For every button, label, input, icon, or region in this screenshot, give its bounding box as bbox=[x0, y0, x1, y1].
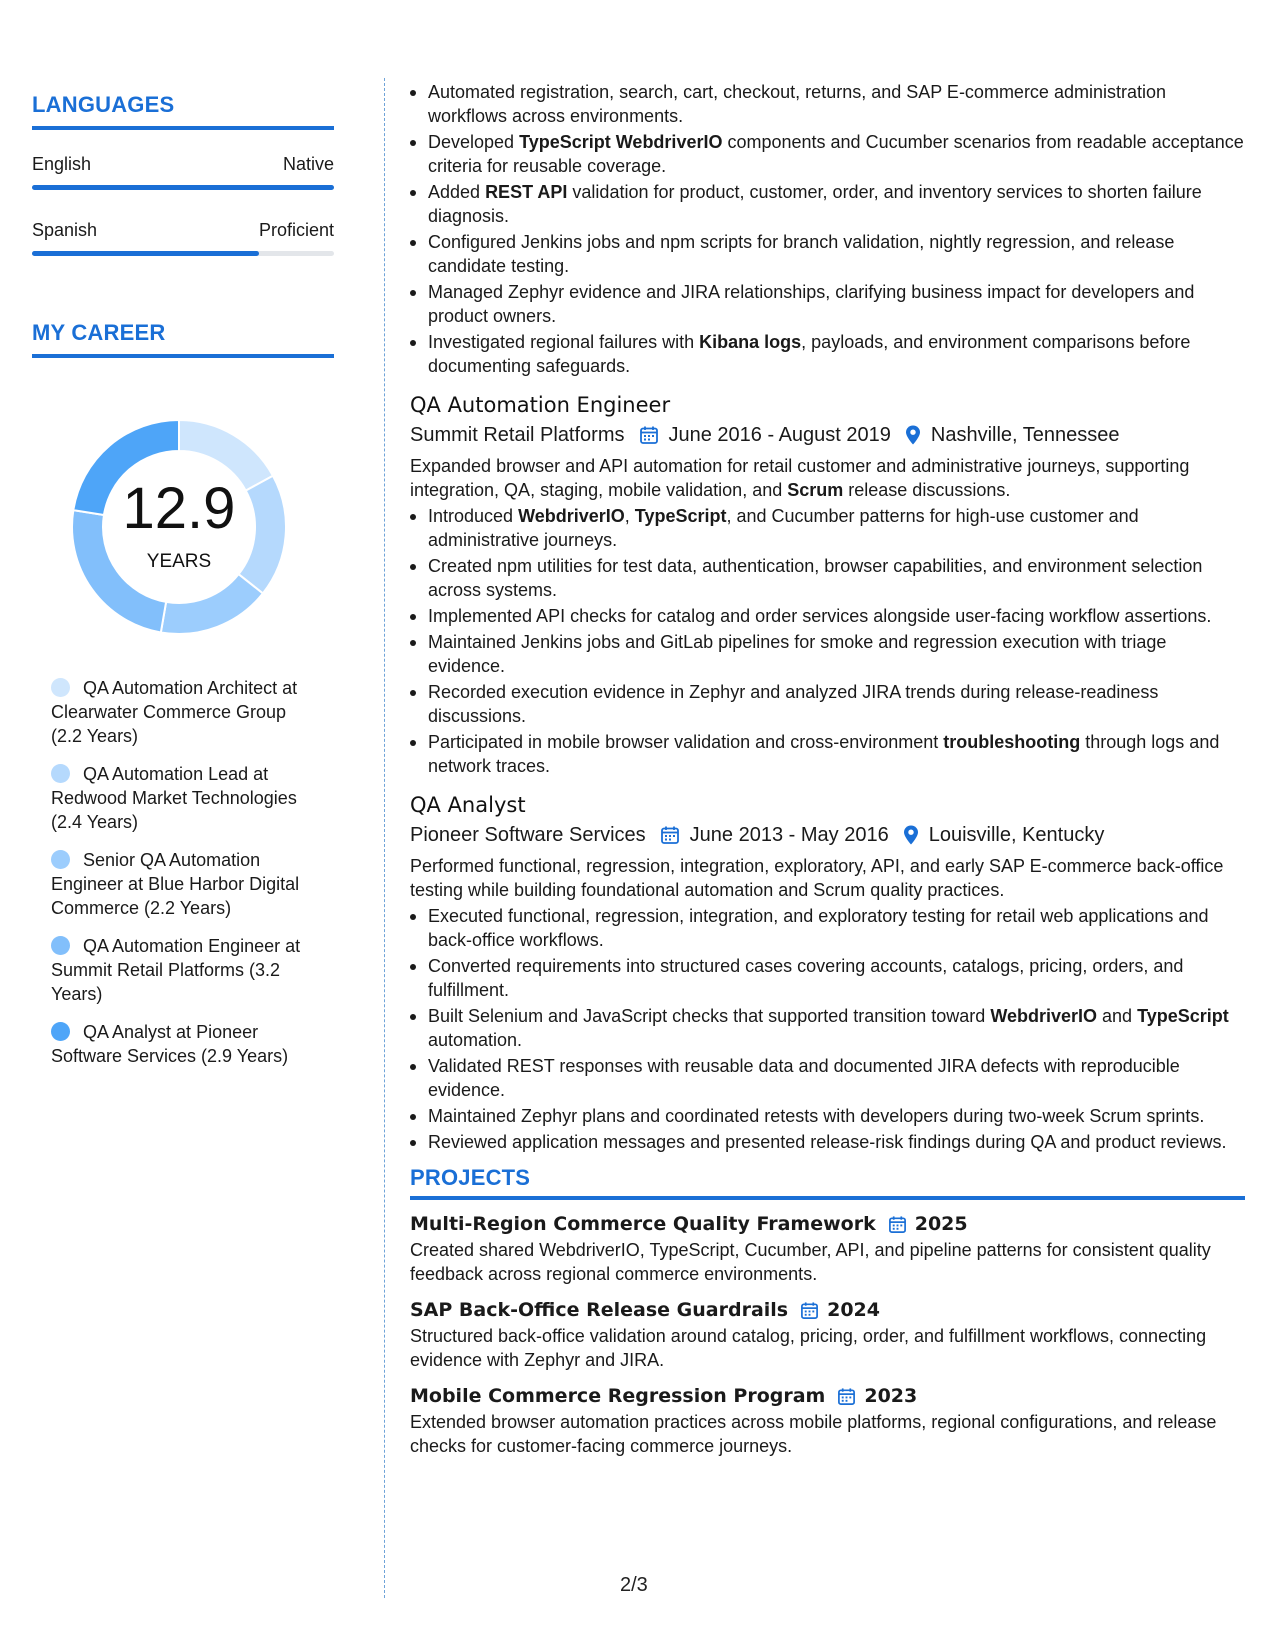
language-bar bbox=[32, 185, 334, 190]
language-item bbox=[32, 154, 334, 190]
calendar-icon bbox=[888, 1215, 907, 1234]
project-item bbox=[410, 1210, 1245, 1286]
location-pin-icon bbox=[903, 825, 919, 845]
job-meta bbox=[410, 820, 1245, 850]
job-title: QA Analyst bbox=[410, 793, 526, 817]
column-divider bbox=[384, 78, 385, 1598]
bold-text: TypeScript WebdriverIO bbox=[519, 132, 723, 152]
company-name: Summit Retail Platforms bbox=[410, 424, 625, 446]
section-rule bbox=[32, 126, 334, 130]
bold-text: Kibana logs bbox=[699, 332, 802, 352]
language-level: Proficient bbox=[258, 220, 334, 240]
career-donut-chart bbox=[66, 414, 292, 640]
project-year: 2023 bbox=[864, 1385, 918, 1407]
text-segment: Executed functional, regression, integration, and exploratory testing for retail web applications and back-office workflows. bbox=[428, 906, 1209, 950]
bullet-item bbox=[410, 230, 1245, 278]
right-column bbox=[410, 80, 1245, 1458]
project-title-row bbox=[410, 1382, 1245, 1410]
career-heading: MY CAREER bbox=[32, 320, 166, 345]
text-segment: , bbox=[624, 506, 635, 526]
page-number: 2/3 bbox=[620, 1574, 648, 1596]
career-role-text: QA Automation Engineer at Summit Retail Platforms (3.2 Years) bbox=[51, 936, 301, 1004]
text-segment: Managed Zephyr evidence and JIRA relationships, clarifying business impact for developers and product owners. bbox=[428, 282, 1195, 326]
bullet-item bbox=[410, 180, 1245, 228]
text-segment: Participated in mobile browser validation and cross-environment bbox=[428, 732, 944, 752]
language-name: Spanish bbox=[32, 220, 98, 240]
bold-text: WebdriverIO bbox=[518, 506, 625, 526]
project-year: 2024 bbox=[827, 1299, 880, 1321]
career-role-text: QA Automation Lead at Redwood Market Technologies (2.4 Years) bbox=[51, 764, 297, 832]
job-title: QA Automation Engineer bbox=[410, 393, 671, 417]
text-segment: Automated registration, search, cart, checkout, returns, and SAP E-commerce administration workflows across environments. bbox=[428, 82, 1166, 126]
bullet-item bbox=[410, 330, 1245, 378]
bullet-item bbox=[410, 1004, 1245, 1052]
project-title-row bbox=[410, 1210, 1245, 1238]
projects-heading: PROJECTS bbox=[410, 1165, 531, 1190]
text-segment: Recorded execution evidence in Zephyr and analyzed JIRA trends during release-readiness discussions. bbox=[428, 682, 1159, 726]
text-segment: Performed functional, regression, integration, exploratory, API, and early SAP E-commerce back-office testing while building foundational automation and Scrum quality practices. bbox=[410, 856, 1224, 900]
languages-heading: LANGUAGES bbox=[32, 92, 175, 117]
career-legend-item bbox=[51, 1020, 321, 1068]
career-section bbox=[32, 320, 334, 358]
legend-dot bbox=[51, 936, 70, 955]
language-bar-fill bbox=[32, 251, 259, 256]
calendar-icon bbox=[639, 425, 659, 445]
career-role-text: QA Analyst at Pioneer Software Services (2.9 Years) bbox=[51, 1022, 289, 1066]
language-bar-fill bbox=[32, 185, 334, 190]
calendar-icon bbox=[660, 825, 680, 845]
legend-dot bbox=[51, 1022, 70, 1041]
job-location: Louisville, Kentucky bbox=[928, 824, 1105, 846]
bullet-item bbox=[410, 280, 1245, 328]
text-segment: Expanded browser and API automation for retail customer and administrative journeys, supporting integration, QA, staging, mobile validation, and bbox=[410, 456, 1190, 500]
job-summary bbox=[410, 454, 1245, 502]
career-legend bbox=[51, 676, 321, 1082]
bullet-item bbox=[410, 604, 1245, 628]
text-segment: Introduced bbox=[428, 506, 519, 526]
job-entry bbox=[410, 390, 1245, 778]
bullet-item bbox=[410, 680, 1245, 728]
text-segment: Implemented API checks for catalog and order services alongside user-facing workflow assertions. bbox=[428, 606, 1212, 626]
project-year: 2025 bbox=[914, 1213, 968, 1235]
project-title: Mobile Commerce Regression Program bbox=[410, 1385, 826, 1407]
project-title: SAP Back-Office Release Guardrails bbox=[410, 1299, 789, 1321]
text-segment: validation for product, customer, order, and inventory services to shorten failure diagnosis. bbox=[428, 182, 1202, 226]
job-location: Nashville, Tennessee bbox=[930, 424, 1120, 446]
career-legend-item bbox=[51, 934, 321, 1006]
bold-text: troubleshooting bbox=[943, 732, 1081, 752]
text-segment: release discussions. bbox=[843, 480, 1011, 500]
text-segment: Configured Jenkins jobs and npm scripts for branch validation, nightly regression, and release candidate testing. bbox=[428, 232, 1175, 276]
donut-segment bbox=[161, 574, 263, 634]
text-segment: Reviewed application messages and presented release-risk findings during QA and product reviews. bbox=[428, 1132, 1227, 1152]
project-item bbox=[410, 1296, 1245, 1372]
project-item bbox=[410, 1382, 1245, 1458]
job-bullets bbox=[410, 504, 1245, 778]
bold-text: TypeScript bbox=[634, 506, 727, 526]
text-segment: components and Cucumber scenarios from readable acceptance criteria for reusable coverage. bbox=[428, 132, 1244, 176]
legend-dot bbox=[51, 850, 70, 869]
bullet-item bbox=[410, 730, 1245, 778]
job-dates: June 2016 - August 2019 bbox=[668, 424, 891, 446]
legend-dot bbox=[51, 678, 70, 697]
bullet-item bbox=[410, 504, 1245, 552]
career-role-text: Senior QA Automation Engineer at Blue Harbor Digital Commerce (2.2 Years) bbox=[51, 850, 300, 918]
projects-section bbox=[410, 1166, 1245, 1458]
job-summary bbox=[410, 854, 1245, 902]
text-segment: and bbox=[1097, 1006, 1138, 1026]
text-segment: Converted requirements into structured cases covering accounts, catalogs, pricing, orders, and fulfillment. bbox=[428, 956, 1184, 1000]
text-segment: Developed bbox=[428, 132, 520, 152]
language-bar bbox=[32, 251, 334, 256]
calendar-icon bbox=[837, 1387, 856, 1406]
job-meta bbox=[410, 420, 1245, 450]
language-item bbox=[32, 220, 334, 256]
career-legend-item bbox=[51, 848, 321, 920]
text-segment: , and Cucumber patterns for high-use customer and administrative journeys. bbox=[428, 506, 1139, 550]
text-segment: Validated REST responses with reusable data and documented JIRA defects with reproducible evidence. bbox=[428, 1056, 1180, 1100]
bullet-item bbox=[410, 1054, 1245, 1102]
project-description: Created shared WebdriverIO, TypeScript, Cucumber, API, and pipeline patterns for consistent quality feedback across regional commerce environments. bbox=[410, 1240, 1211, 1284]
project-description: Extended browser automation practices across mobile platforms, regional configurations, and release checks for customer-facing commerce journeys. bbox=[410, 1412, 1217, 1456]
total-years-value: 12.9 bbox=[122, 476, 236, 541]
previous-job-bullets bbox=[410, 80, 1245, 378]
location-pin-icon bbox=[905, 425, 921, 445]
bullet-item bbox=[410, 554, 1245, 602]
project-description: Structured back-office validation around catalog, pricing, order, and fulfillment workflows, connecting evidence with Zephyr and JIRA. bbox=[410, 1326, 1207, 1370]
job-dates: June 2013 - May 2016 bbox=[689, 824, 889, 846]
job-bullets bbox=[410, 904, 1245, 1154]
bullet-item bbox=[410, 904, 1245, 952]
languages-section bbox=[32, 92, 334, 256]
calendar-icon bbox=[800, 1301, 819, 1320]
text-segment: Maintained Zephyr plans and coordinated retests with developers during two-week Scrum sprints. bbox=[428, 1106, 1205, 1126]
project-title: Multi-Region Commerce Quality Framework bbox=[410, 1213, 876, 1235]
bullet-item bbox=[410, 1104, 1245, 1128]
text-segment: Created npm utilities for test data, authentication, browser capabilities, and environment selection across systems. bbox=[428, 556, 1203, 600]
career-role-text: QA Automation Architect at Clearwater Commerce Group (2.2 Years) bbox=[51, 678, 298, 746]
total-years-unit: YEARS bbox=[146, 551, 212, 572]
bullet-item bbox=[410, 954, 1245, 1002]
bullet-item bbox=[410, 1130, 1245, 1154]
career-legend-item bbox=[51, 676, 321, 748]
bold-text: REST API bbox=[485, 182, 568, 202]
language-name: English bbox=[32, 154, 92, 174]
text-segment: Built Selenium and JavaScript checks that supported transition toward bbox=[428, 1006, 991, 1026]
text-segment: automation. bbox=[428, 1030, 523, 1050]
career-legend-item bbox=[51, 762, 321, 834]
text-segment: Added bbox=[428, 182, 486, 202]
bullet-item bbox=[410, 80, 1245, 128]
job-entry bbox=[410, 790, 1245, 1154]
project-title-row bbox=[410, 1296, 1245, 1324]
bold-text: TypeScript bbox=[1137, 1006, 1229, 1026]
section-rule bbox=[32, 354, 334, 358]
bold-text: WebdriverIO bbox=[990, 1006, 1098, 1026]
language-level: Native bbox=[282, 154, 334, 174]
text-segment: Maintained Jenkins jobs and GitLab pipelines for smoke and regression execution with triage evidence. bbox=[428, 632, 1167, 676]
bullet-item bbox=[410, 630, 1245, 678]
text-segment: through logs and network traces. bbox=[428, 732, 1220, 776]
text-segment: Investigated regional failures with bbox=[428, 332, 700, 352]
section-rule bbox=[410, 1196, 1245, 1200]
company-name: Pioneer Software Services bbox=[410, 824, 646, 846]
bold-text: Scrum bbox=[787, 480, 844, 500]
bullet-item bbox=[410, 130, 1245, 178]
legend-dot bbox=[51, 764, 70, 783]
text-segment: , payloads, and environment comparisons before documenting safeguards. bbox=[428, 332, 1191, 376]
